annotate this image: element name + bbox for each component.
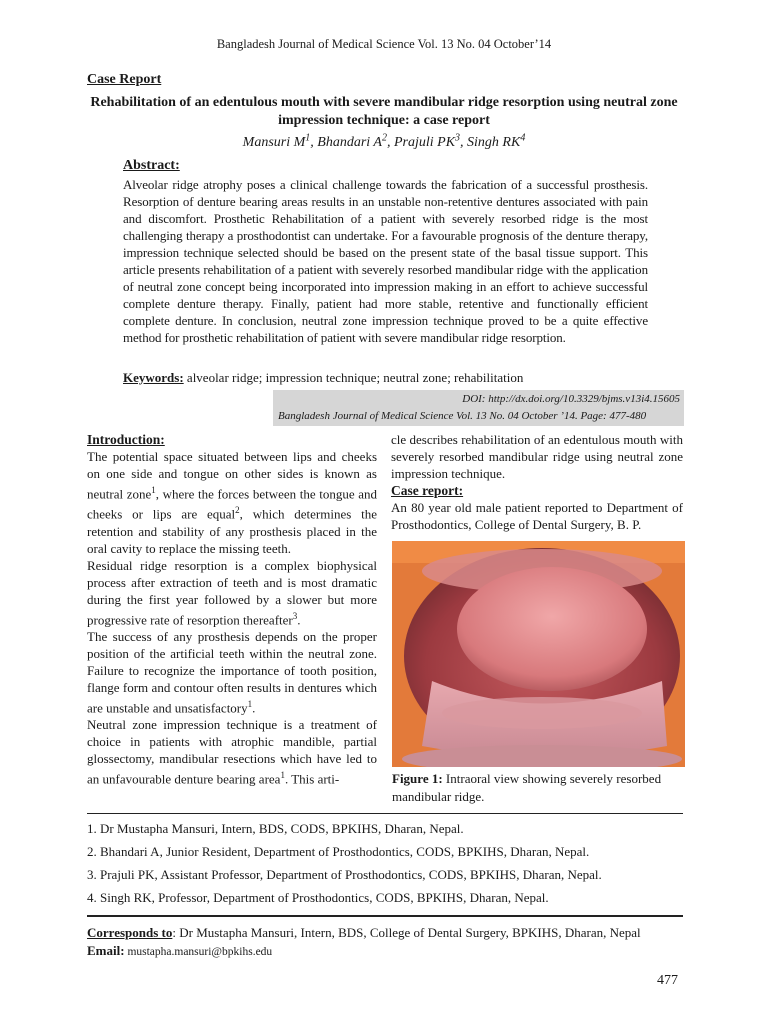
corresponds-label: Corresponds to [87, 925, 173, 940]
email-label: Email: [87, 943, 125, 958]
tongue [457, 567, 647, 691]
affiliation-2: 2. Bhandari A, Junior Resident, Department of Prosthodontics, CODS, BPKIHS, Dharan, Nepal. [87, 844, 590, 859]
keywords-label: Keywords: [123, 370, 184, 385]
author-list [0, 132, 768, 151]
case-report-heading: Case report: [391, 483, 464, 498]
figure-label: Figure 1: [392, 771, 443, 786]
left-column [87, 431, 377, 788]
author: Singh $RK^4$ [467, 132, 526, 150]
introduction-heading: Introduction: [87, 432, 165, 447]
intro-paragraph-2: Residual ridge resorption is a complex biophysical process after extraction of teeth and is most dramatic during the first year followed by a slower but more progressive rate of resorption thereafter$^3$. [87, 557, 377, 627]
email-address[interactable]: mustapha.mansuri@bpkihs.edu [124, 946, 273, 958]
doi-link[interactable]: DOI: http://dx.doi.org/10.3329/bjms.v13i4.15605 [462, 393, 680, 405]
intro-paragraph-3: The success of any prosthesis depends on the proper position of the artificial teeth within the neutral zone. Failure to recognize the importance of tooth position, flange form and contour often results in dentures which are unstable and unsatisfactory$^1$. [87, 628, 377, 716]
correspondence: Corresponds to: Dr Mustapha Mansuri, Intern, BDS, College of Dental Surgery, BPKIHS, Dharan, Nepal Email: mustapha.mansuri@bpkihs.edu [87, 925, 641, 958]
keywords [123, 370, 523, 386]
article-title [80, 94, 688, 130]
right-column [391, 431, 683, 533]
affiliation-3: 3. Prajuli PK, Assistant Professor, Department of Prosthodontics, CODS, BPKIHS, Dharan, Nepal. [87, 867, 602, 882]
affiliations-divider [87, 813, 683, 814]
article-type-label: Case Report [87, 72, 162, 87]
keywords-list: alveolar ridge; impression technique; neutral zone; rehabilitation [183, 370, 524, 385]
page-number: 477 [657, 973, 678, 988]
intro-paragraph-1: The potential space situated between lips and cheeks on one side and tongue on other sides is known as neutral zone$^1$, where the forces between the tongue and cheeks or lips are equal$^2$, which determines the retention and stability of any prosthesis placed in the oral cavity to replace the missing teeth. [87, 449, 377, 556]
title-line-1: Rehabilitation of an edentulous mouth with severe mandibular ridge resorption using neutral zone [90, 95, 678, 110]
author: Mansuri $M^1$, [242, 132, 318, 150]
author: Prajuli $PK^3$, [393, 132, 468, 150]
case-paragraph-1: An 80 year old male patient reported to Department of Prosthodontics, College of Dental Surgery, B. P. [391, 500, 683, 532]
abstract-heading: Abstract: [123, 158, 180, 173]
citation-line: Bangladesh Journal of Medical Science Vol. 13 No. 04 October ’14. Page: 477-480 [278, 410, 647, 422]
correspondence-divider [87, 915, 683, 917]
ridge-highlight [442, 697, 642, 729]
journal-header: Bangladesh Journal of Medical Science Vol. 13 No. 04 October’14 [216, 37, 552, 51]
title-line-2: impression technique: a case report [278, 113, 490, 128]
affiliation-1: 1. Dr Mustapha Mansuri, Intern, BDS, CODS, BPKIHS, Dharan, Nepal. [87, 821, 464, 836]
affiliation-4: 4. Singh RK, Professor, Department of Prosthodontics, CODS, BPKIHS, Dharan, Nepal. [87, 890, 549, 905]
intraoral-photo [392, 541, 685, 767]
author: Bhandari $A^2$, [317, 132, 394, 150]
intro-paragraph-4: Neutral zone impression technique is a treatment of choice in patients with atrophic mandible, partial glossectomy, mandibular resections which have led to an unfavourable denture bearing area$^1$. This arti- [87, 717, 377, 787]
intraoral-photo-svg [392, 541, 685, 767]
right-paragraph-1: cle describes rehabilitation of an edentulous mouth with severely resorbed mandibular ridge using neutral zone impression technique. [391, 432, 683, 481]
abstract-text: Alveolar ridge atrophy poses a clinical challenge towards the fabrication of a successful prosthesis. Resorption of denture bearing areas results in an unstable non-retentive dentures associated with pain and discomfort. Prosthetic Rehabilitation of a patient with severely resorbed ridge is the most challenging therapy a prosthodontist can undertake. For a favourable prognosis of the denture therapy, impression technique selected should be based on the present state of the basal tissue support. This article presents rehabilitation of a patient with severely resorbed mandibular ridge with the application of neutral zone concept being incorporated into impression making in an effort to achieve successful complete denture therapy. Finally, patient had more stable, retentive and functionally efficient complete denture. In conclusion, neutral zone impression technique proved to be a quite effective method for prosthetic rehabilitation of patient with severe mandibular ridge resorption. [123, 177, 648, 345]
figure-caption: Figure 1: Intraoral view showing severely resorbed mandibular ridge. [392, 771, 662, 804]
